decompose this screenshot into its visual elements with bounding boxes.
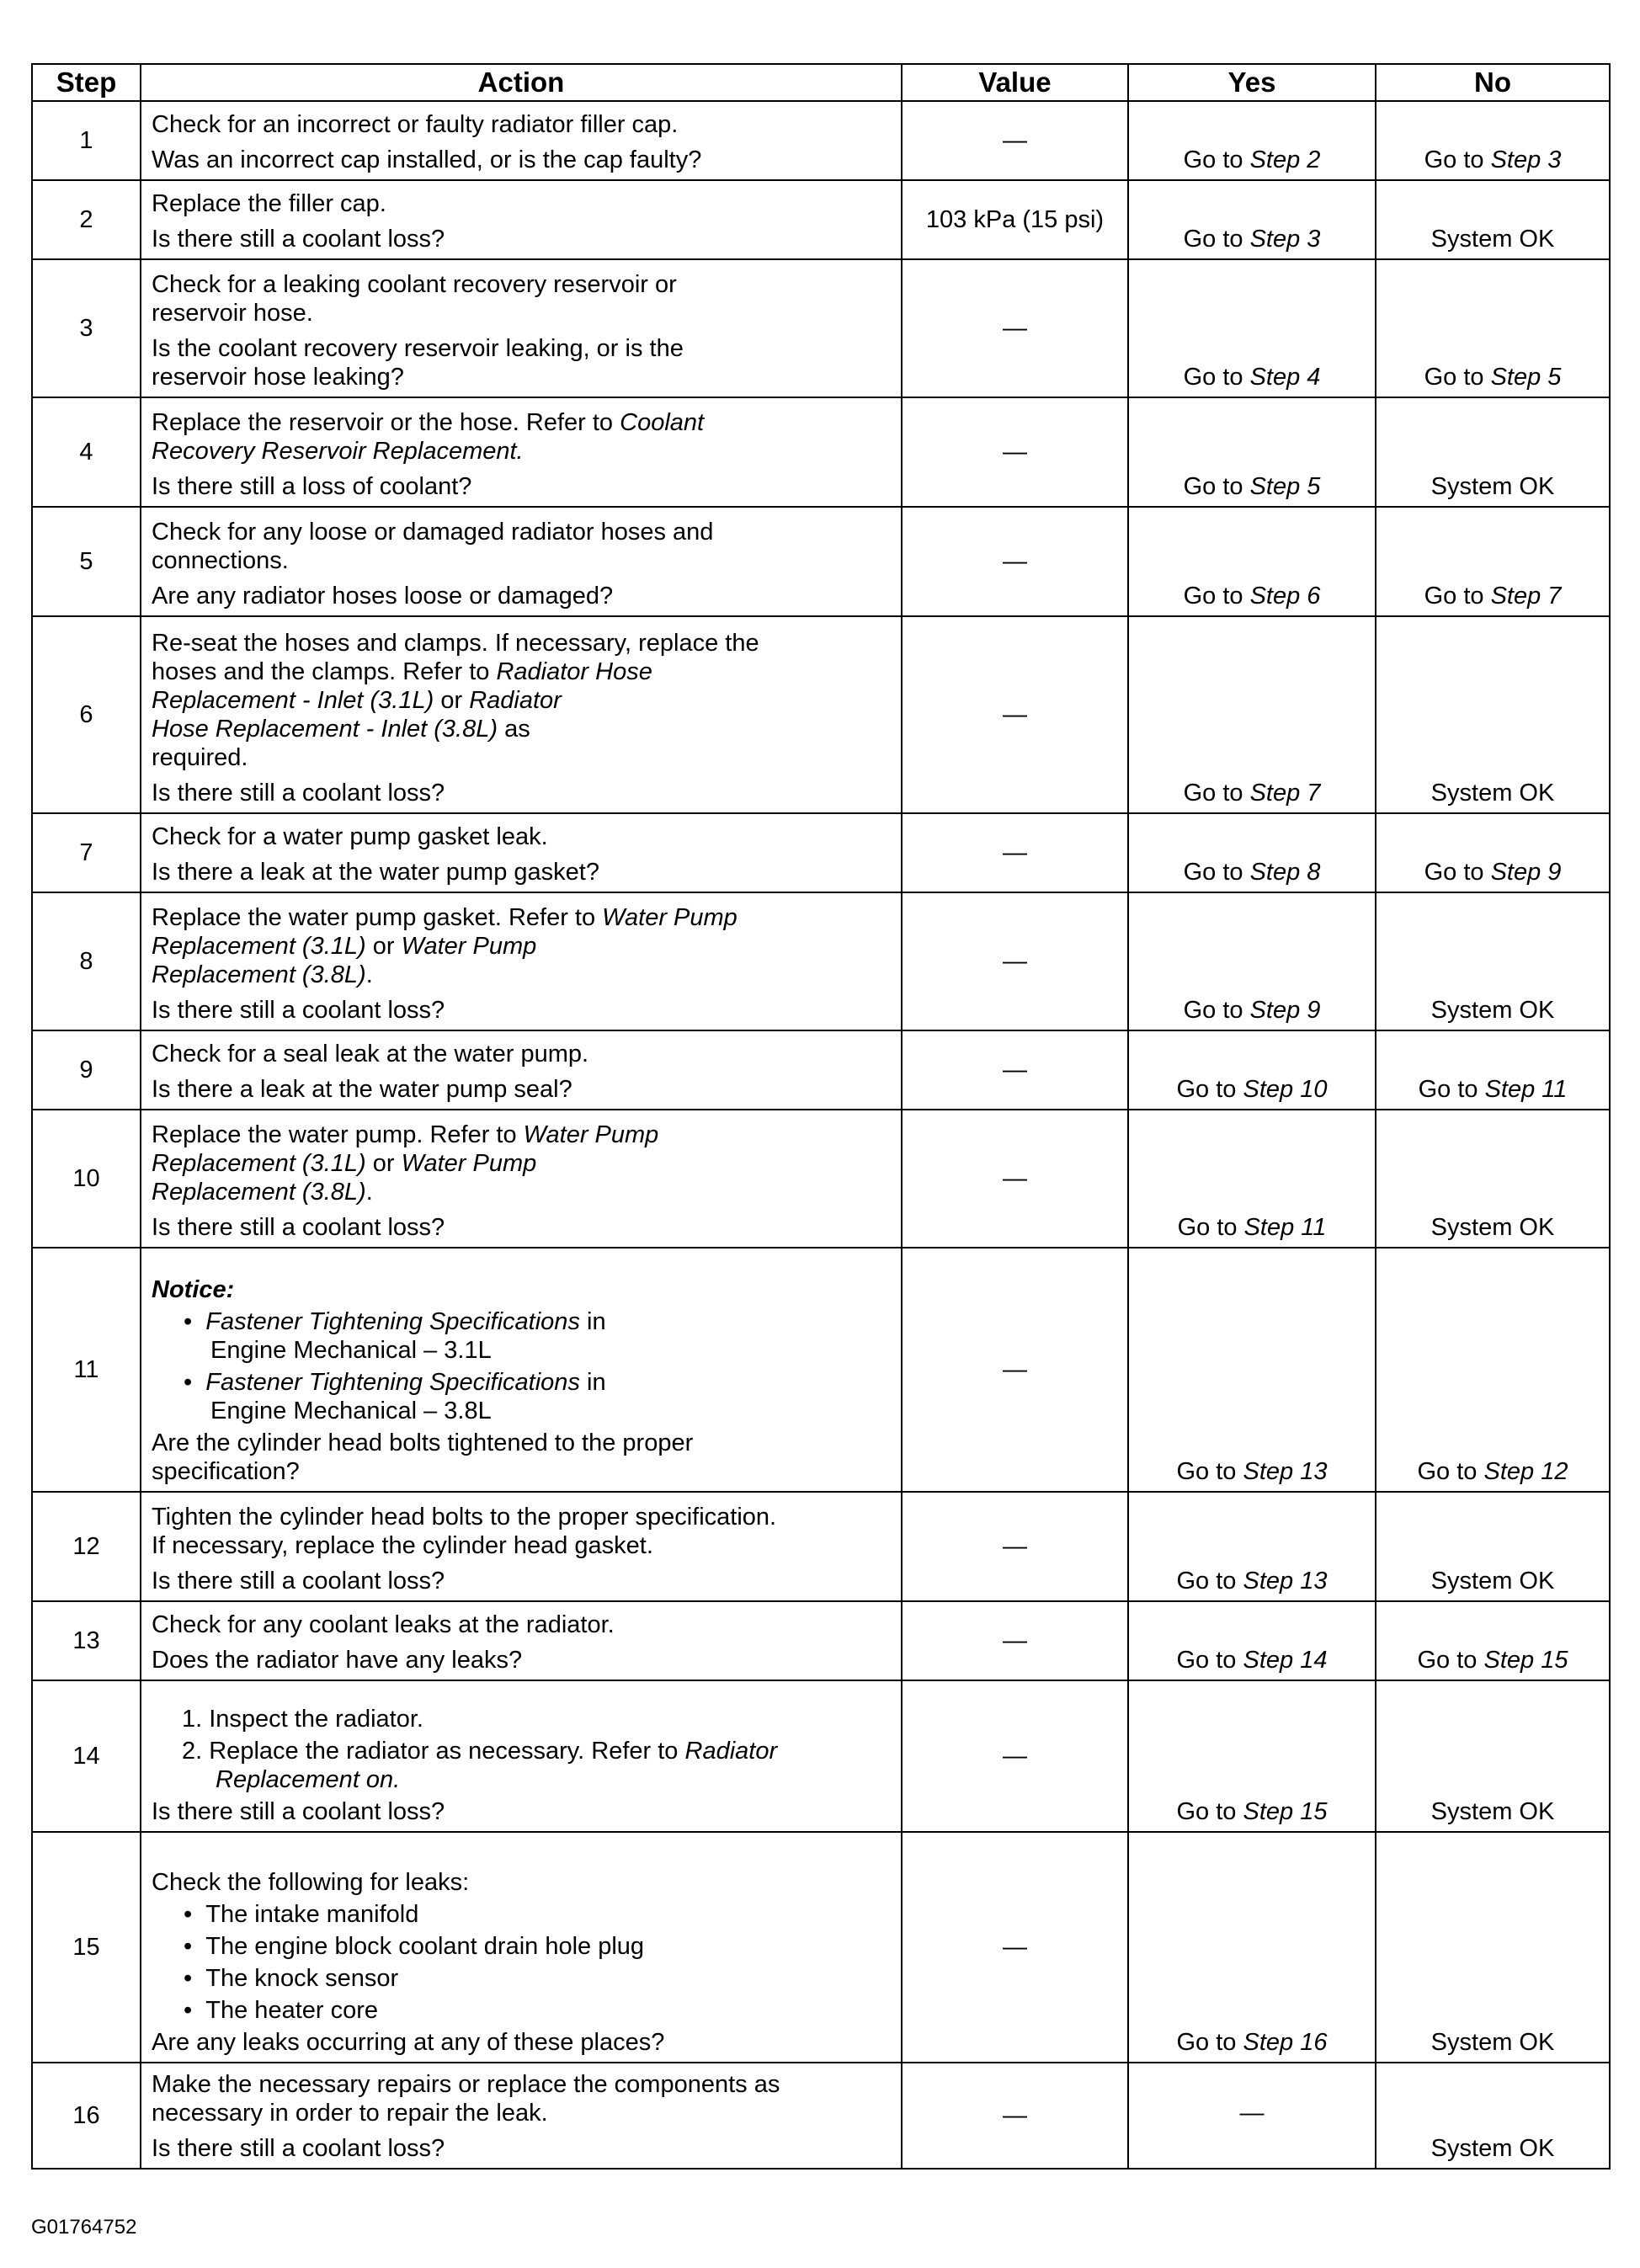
action-question-line: Is the coolant recovery reservoir leaking, or is the	[152, 335, 684, 362]
action-cell	[141, 101, 902, 180]
action-question: Is there still a coolant loss?	[152, 226, 445, 253]
list-item: • Fastener Tightening Specifications in Engine Mechanical – 3.8L	[184, 1369, 606, 1424]
value-cell: 103 kPa (15 psi)	[902, 180, 1128, 259]
step-number: 14	[32, 1680, 141, 1832]
action-check: Check for any coolant leaks at the radiator.	[152, 1611, 615, 1638]
action-question: Is there still a coolant loss?	[152, 1568, 445, 1595]
action-question: Does the radiator have any leaks?	[152, 1647, 523, 1674]
action-line: required.	[152, 744, 248, 771]
list-item: • The knock sensor	[184, 1965, 399, 1992]
action-check-line: Tighten the cylinder head bolts to the proper specification.	[152, 1504, 777, 1531]
yes-cell: Go to Step 8	[1128, 813, 1376, 892]
value-cell: —	[902, 1030, 1128, 1110]
reference-link: Water Pump	[523, 1121, 659, 1148]
value-cell: —	[902, 1680, 1128, 1832]
reference-link: Water Pump	[602, 904, 737, 931]
action-cell	[141, 1680, 902, 1832]
numbered-item: 1. Inspect the radiator.	[182, 1706, 423, 1733]
reference-link: Replacement (3.8L)	[152, 1179, 366, 1206]
yes-cell: Go to Step 3	[1128, 180, 1376, 259]
yes-cell: Go to Step 10	[1128, 1030, 1376, 1110]
action-question: Are any radiator hoses loose or damaged?	[152, 583, 614, 610]
table-row	[32, 2063, 1610, 2169]
value-cell: —	[902, 2063, 1128, 2169]
value-cell: —	[902, 1110, 1128, 1248]
action-check: Check for an incorrect or faulty radiator filler cap.	[152, 111, 679, 138]
diagnostic-table	[31, 63, 1611, 2170]
no-cell: System OK	[1376, 1832, 1610, 2063]
reference-link: Water Pump	[401, 933, 537, 960]
yes-cell: Go to Step 11	[1128, 1110, 1376, 1248]
no-cell: System OK	[1376, 180, 1610, 259]
yes-cell: Go to Step 5	[1128, 397, 1376, 507]
no-cell: System OK	[1376, 1110, 1610, 1248]
value-cell: —	[902, 397, 1128, 507]
action-cell: Re-seat the hoses and clamps. If necessary, replace the hoses and the clamps. Refer to Radiator Hose Replacement - Inlet (3.1L) or Radiator Hose Replacement - Inlet (3.8L) as required. Is there still a coolant loss?	[141, 616, 902, 813]
value-cell: —	[902, 507, 1128, 616]
table-row	[32, 1110, 1610, 1248]
header-yes: Yes	[1128, 64, 1376, 101]
header-step: Step	[32, 64, 141, 101]
table-row	[32, 507, 1610, 616]
action-check-line: connections.	[152, 547, 289, 574]
table-row	[32, 180, 1610, 259]
action-cell: Replace the water pump gasket. Refer to Water Pump Replacement (3.1L) or Water Pump Replacement (3.8L). Is there still a coolant loss?	[141, 892, 902, 1030]
yes-cell: Go to Step 9	[1128, 892, 1376, 1030]
action-question: Is there a leak at the water pump seal?	[152, 1076, 572, 1103]
reference-link: Recovery Reservoir Replacement.	[152, 438, 524, 465]
action-cell	[141, 1601, 902, 1680]
reference-link: Hose Replacement - Inlet (3.8L)	[152, 716, 498, 743]
action-check: Check for a water pump gasket leak.	[152, 823, 548, 850]
action-check-line: Make the necessary repairs or replace the components as	[152, 2071, 780, 2098]
step-number: 9	[32, 1030, 141, 1110]
step-number: 16	[32, 2063, 141, 2169]
table-row	[32, 1601, 1610, 1680]
reference-link: Replacement - Inlet (3.1L)	[152, 687, 434, 714]
table-row	[32, 892, 1610, 1030]
no-cell: System OK	[1376, 1680, 1610, 1832]
no-cell: Go to Step 5	[1376, 259, 1610, 397]
action-check-line: reservoir hose.	[152, 300, 313, 327]
step-number: 13	[32, 1601, 141, 1680]
action-cell	[141, 507, 902, 616]
action-question: Are any leaks occurring at any of these places?	[152, 2029, 665, 2056]
diagnostic-table-container	[31, 63, 1609, 2170]
step-number: 1	[32, 101, 141, 180]
reference-link: Replacement (3.1L)	[152, 933, 366, 960]
no-cell: System OK	[1376, 892, 1610, 1030]
yes-cell: Go to Step 15	[1128, 1680, 1376, 1832]
action-check-line: If necessary, replace the cylinder head gasket.	[152, 1532, 653, 1559]
step-number: 8	[32, 892, 141, 1030]
step-number: 11	[32, 1248, 141, 1492]
no-cell: Go to Step 9	[1376, 813, 1610, 892]
action-question: Is there still a coolant loss?	[152, 2135, 445, 2162]
value-cell: —	[902, 616, 1128, 813]
action-cell	[141, 259, 902, 397]
step-number: 5	[32, 507, 141, 616]
table-row	[32, 1492, 1610, 1601]
list-item: • The heater core	[184, 1997, 379, 2024]
header-row	[32, 64, 1610, 101]
step-number: 6	[32, 616, 141, 813]
action-check: Check for a seal leak at the water pump.	[152, 1041, 589, 1067]
table-row	[32, 101, 1610, 180]
step-number: 7	[32, 813, 141, 892]
table-row	[32, 1680, 1610, 1832]
action-question: Is there still a coolant loss?	[152, 997, 445, 1024]
value-cell: —	[902, 1832, 1128, 2063]
table-row	[32, 813, 1610, 892]
value-cell: —	[902, 892, 1128, 1030]
step-number: 15	[32, 1832, 141, 2063]
yes-cell: —	[1128, 2063, 1376, 2169]
yes-cell: Go to Step 14	[1128, 1601, 1376, 1680]
reference-link: Radiator	[469, 687, 562, 714]
table-row	[32, 1030, 1610, 1110]
value-cell: —	[902, 1492, 1128, 1601]
action-intro: Check the following for leaks:	[152, 1869, 470, 1896]
action-question-line: specification?	[152, 1458, 300, 1485]
action-cell	[141, 1248, 902, 1492]
action-question-line: Are the cylinder head bolts tightened to the proper	[152, 1429, 694, 1456]
table-row	[32, 1248, 1610, 1492]
step-number: 2	[32, 180, 141, 259]
action-question: Is there still a loss of coolant?	[152, 473, 472, 500]
no-cell: Go to Step 3	[1376, 101, 1610, 180]
value-cell: —	[902, 1601, 1128, 1680]
reference-link: Replacement (3.1L)	[152, 1150, 366, 1177]
no-cell: System OK	[1376, 616, 1610, 813]
yes-cell: Go to Step 4	[1128, 259, 1376, 397]
yes-cell: Go to Step 16	[1128, 1832, 1376, 2063]
action-cell: Replace the reservoir or the hose. Refer to Coolant Recovery Reservoir Replacement. Is there still a loss of coolant?	[141, 397, 902, 507]
list-item: • Fastener Tightening Specifications in Engine Mechanical – 3.1L	[184, 1308, 606, 1364]
action-cell	[141, 1030, 902, 1110]
action-cell	[141, 180, 902, 259]
header-action: Action	[141, 64, 902, 101]
no-cell: System OK	[1376, 397, 1610, 507]
no-cell: Go to Step 15	[1376, 1601, 1610, 1680]
list-item: • The intake manifold	[184, 1901, 419, 1928]
action-cell	[141, 2063, 902, 2169]
action-question: Is there still a coolant loss?	[152, 1798, 445, 1825]
value-cell: —	[902, 813, 1128, 892]
numbered-item: 2. Replace the radiator as necessary. Refer to Radiator Replacement on.	[182, 1738, 778, 1793]
no-cell: Go to Step 7	[1376, 507, 1610, 616]
list-item: • The engine block coolant drain hole plug	[184, 1933, 645, 1960]
value-cell: —	[902, 101, 1128, 180]
action-line: Re-seat the hoses and clamps. If necessary, replace the	[152, 630, 759, 657]
reference-link: Water Pump	[401, 1150, 537, 1177]
table-row	[32, 1832, 1610, 2063]
step-number: 3	[32, 259, 141, 397]
action-question: Was an incorrect cap installed, or is the cap faulty?	[152, 146, 702, 173]
value-cell: —	[902, 1248, 1128, 1492]
action-question: Is there still a coolant loss?	[152, 1214, 445, 1241]
step-number: 12	[32, 1492, 141, 1601]
reference-link: Radiator Hose	[496, 658, 652, 685]
action-question-line: reservoir hose leaking?	[152, 364, 404, 391]
table-row	[32, 616, 1610, 813]
action-question: Is there a leak at the water pump gasket?	[152, 859, 599, 886]
header-no: No	[1376, 64, 1610, 101]
step-number: 4	[32, 397, 141, 507]
no-cell: Go to Step 11	[1376, 1030, 1610, 1110]
value-cell: —	[902, 259, 1128, 397]
action-cell	[141, 1492, 902, 1601]
action-cell	[141, 1832, 902, 2063]
table-row	[32, 259, 1610, 397]
reference-link: Replacement (3.8L)	[152, 961, 366, 988]
yes-cell: Go to Step 2	[1128, 101, 1376, 180]
yes-cell: Go to Step 7	[1128, 616, 1376, 813]
header-value: Value	[902, 64, 1128, 101]
no-cell: Go to Step 12	[1376, 1248, 1610, 1492]
action-check-line: Check for any loose or damaged radiator hoses and	[152, 519, 714, 546]
table-row	[32, 397, 1610, 507]
action-cell: Replace the water pump. Refer to Water Pump Replacement (3.1L) or Water Pump Replacement (3.8L). Is there still a coolant loss?	[141, 1110, 902, 1248]
figure-id: G01764752	[31, 2216, 137, 2239]
no-cell: System OK	[1376, 2063, 1610, 2169]
step-number: 10	[32, 1110, 141, 1248]
action-question: Is there still a coolant loss?	[152, 780, 445, 807]
no-cell: System OK	[1376, 1492, 1610, 1601]
yes-cell: Go to Step 6	[1128, 507, 1376, 616]
action-check-line: necessary in order to repair the leak.	[152, 2100, 548, 2127]
action-cell	[141, 813, 902, 892]
yes-cell: Go to Step 13	[1128, 1492, 1376, 1601]
yes-cell: Go to Step 13	[1128, 1248, 1376, 1492]
notice-label: Notice:	[152, 1276, 235, 1303]
reference-link: Coolant	[620, 409, 705, 436]
action-check: Replace the filler cap.	[152, 190, 386, 217]
action-check-line: Check for a leaking coolant recovery reservoir or	[152, 271, 677, 298]
